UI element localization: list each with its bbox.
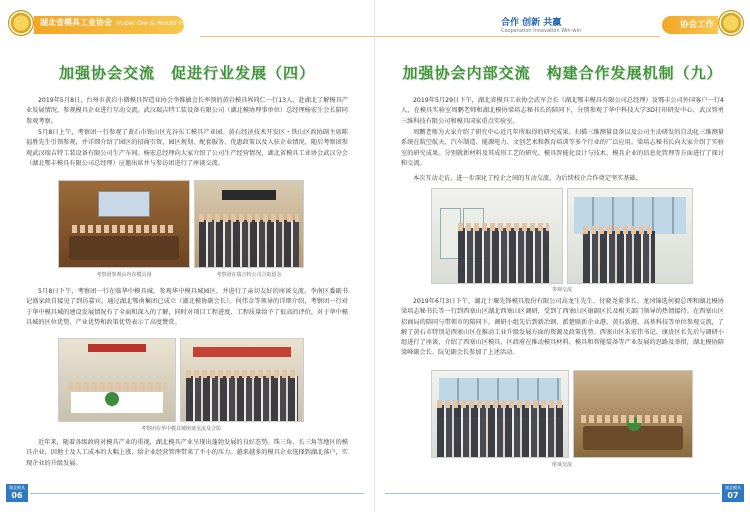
header-title: 湖北省模具工业协会 Hubei Die & Mould Industry Association: [40, 18, 245, 27]
photo-caption-right-2: 座谈交流: [551, 462, 572, 468]
photo-group-picture-1: [194, 180, 304, 268]
photo-meeting-room: [573, 370, 693, 458]
photo-lab-visit-2: [567, 188, 693, 284]
photo-group-picture-2: [180, 338, 304, 422]
left-paragraph-2: 5月8日上午，考察团一行参观了黄石市铁山区光谷东工模具产业园。黄石经济技术开发区・铁山区政协副主席陈福胜先生引领参观，并详细介绍了园区的招商引资、园区规划、配套服务、优惠政策以及入驻企业情况。随后考察团参观武汉瑞吉特工装设备有限公司生产车间。杨宏总经理向大家介绍了公司生产经营情况，湖北省模具工业协会武汉分会（湖北鄂丰模具有限公司总经理）应邀出席并与参访团进行了座谈交流。: [26, 129, 348, 167]
left-article-title: 加强协会交流 促进行业发展（四）: [58, 64, 315, 82]
header-rule: [200, 36, 375, 37]
header-slogan: 合作 创新 共赢 Cooperation Innovation Win-win: [501, 18, 582, 34]
photo-lab-visit-1: [431, 188, 563, 284]
association-logo-icon: [8, 10, 34, 36]
left-header: [0, 0, 375, 44]
association-logo-icon: [718, 10, 744, 36]
photo-caption-right-1: 参观交流: [551, 287, 572, 293]
photo-caption-3: 考察团在华中模具城座谈交流及合影: [140, 426, 221, 432]
photo-caption-2: 考察团在瑞吉特公司合影留念: [216, 272, 282, 278]
left-paragraph-1: 2019年5月8日，台州市黄岩小微模具智造业协会李惟敏会长率领的黄岩模具界同仁一行13人，赴湖北了解模具产业发展情况，参观模具企业进行互动交流。武汉瑞吉特工装设备有限公司（湖北模协理事单位）总经理杨宏生会长陪同参观考察。: [26, 97, 348, 125]
page-number-badge: 湖北模具 07: [722, 484, 744, 502]
right-paragraph-2: 周鹏老师为大家介绍了研究中心近几年所取得的研究成果。扫描三维测量设备以及公司主动研发的自动化三维测量系统在航空航天、汽车制造、能源电力、文创艺术和教育培训等多个行业的广泛应用。梁培志秘书长向大家介绍了实验室的研究成果。分别就新材料及其成形工艺的研究、模具智能化设计与技术、模具企业的信息化管理等方面进行了探讨和交流。: [401, 129, 724, 167]
right-paragraph-3: 本次互动走访，进一步深化了校企之间的互动交流，为后续校企合作奠定坚实基础。: [413, 175, 642, 182]
left-paragraph-3: 5月8日下午，考察团一行在临华中模具城，参观华中模具城园区，并进行了亲切友好的座谈交流。李南区委副书记盛家政自接见了到访嘉宾。通过湖北鄂南集团已成立（湖北模协副会长）。何伟金等领导的详细介绍，考察团一行对于华中模具城的建设发展情况有了全面和深入的了解，同时对项目工程进度、工程质量给予了很高的评价，对于华中模具城的区位优势、产业优势和政策优势表示了高度赞赏。: [26, 288, 348, 326]
footer-rule: [385, 493, 720, 494]
footer-rule: [30, 493, 364, 494]
right-header: [375, 0, 750, 44]
photo-meeting-table: [58, 338, 176, 422]
right-page: [375, 0, 750, 512]
page-number-badge: 湖北模具 06: [6, 484, 28, 502]
left-paragraph-4: 近年来，随着各级政府对模具产业的重视，湖北模具产业呈现出蓬勃发展的良好态势。珠三角、长三角等地区的模具企业，因地土及人工成本的大幅上涨，给企业经营管理带来了不小的压力。越来越多的模具企业选择到湖北落户，实现企业的升级发展。: [26, 439, 348, 467]
right-paragraph-4: 2019年6月3日下午，湖北十堰先锋模具股份有限公司高龙生先生、付晓尧董事长、龙冈锦选何毅总理和湖北模协梁培志秘书长等一行到西塞山区湖北西塞山区调研，受到了西塞山区康副区长及相关部门领导的热情接待。在西塞山区招商局的陪同与带领市的陪同下，调研小组先后到新冶钢、派楚联新企业港、黄石新港、高基科技等单位参观交流，了解了黄石市特别是西塞山区在推动工业升级发展方面的资源及政策优势。西塞山区朱宏伟书记、康贵区长先后与调研小组进行了座谈，介绍了西塞山区模具、区政府在推动模具材料、模具和智能装备等产业发展的思路及举措，湖北模协陪梁峰副会长、阮见副会长参加了上述活动。: [401, 298, 724, 357]
photo-caption-1: 考察团参观山谷东模具园: [96, 272, 152, 278]
photo-group-picture-3: [431, 370, 569, 458]
section-tab-label: 协会工作: [679, 20, 714, 30]
photo-conference-room: [58, 180, 190, 268]
header-rule: [375, 36, 660, 37]
right-article-title: 加强协会内部交流 构建合作发展机制（九）: [402, 64, 723, 82]
right-paragraph-1: 2019年5月29日下午，湖北省模具工业协会武军会长（湖北鄂丰模具有限公司总经理）及鄂丰公司外国客户一行4人，在模具实验室周鹏老师和湖北模协梁培志秘书长的陪同下，分别参观了华中科技大学3D打印研发中心、武汉智勇三维科技有限公司和模具国家重点实验室。: [401, 97, 724, 125]
